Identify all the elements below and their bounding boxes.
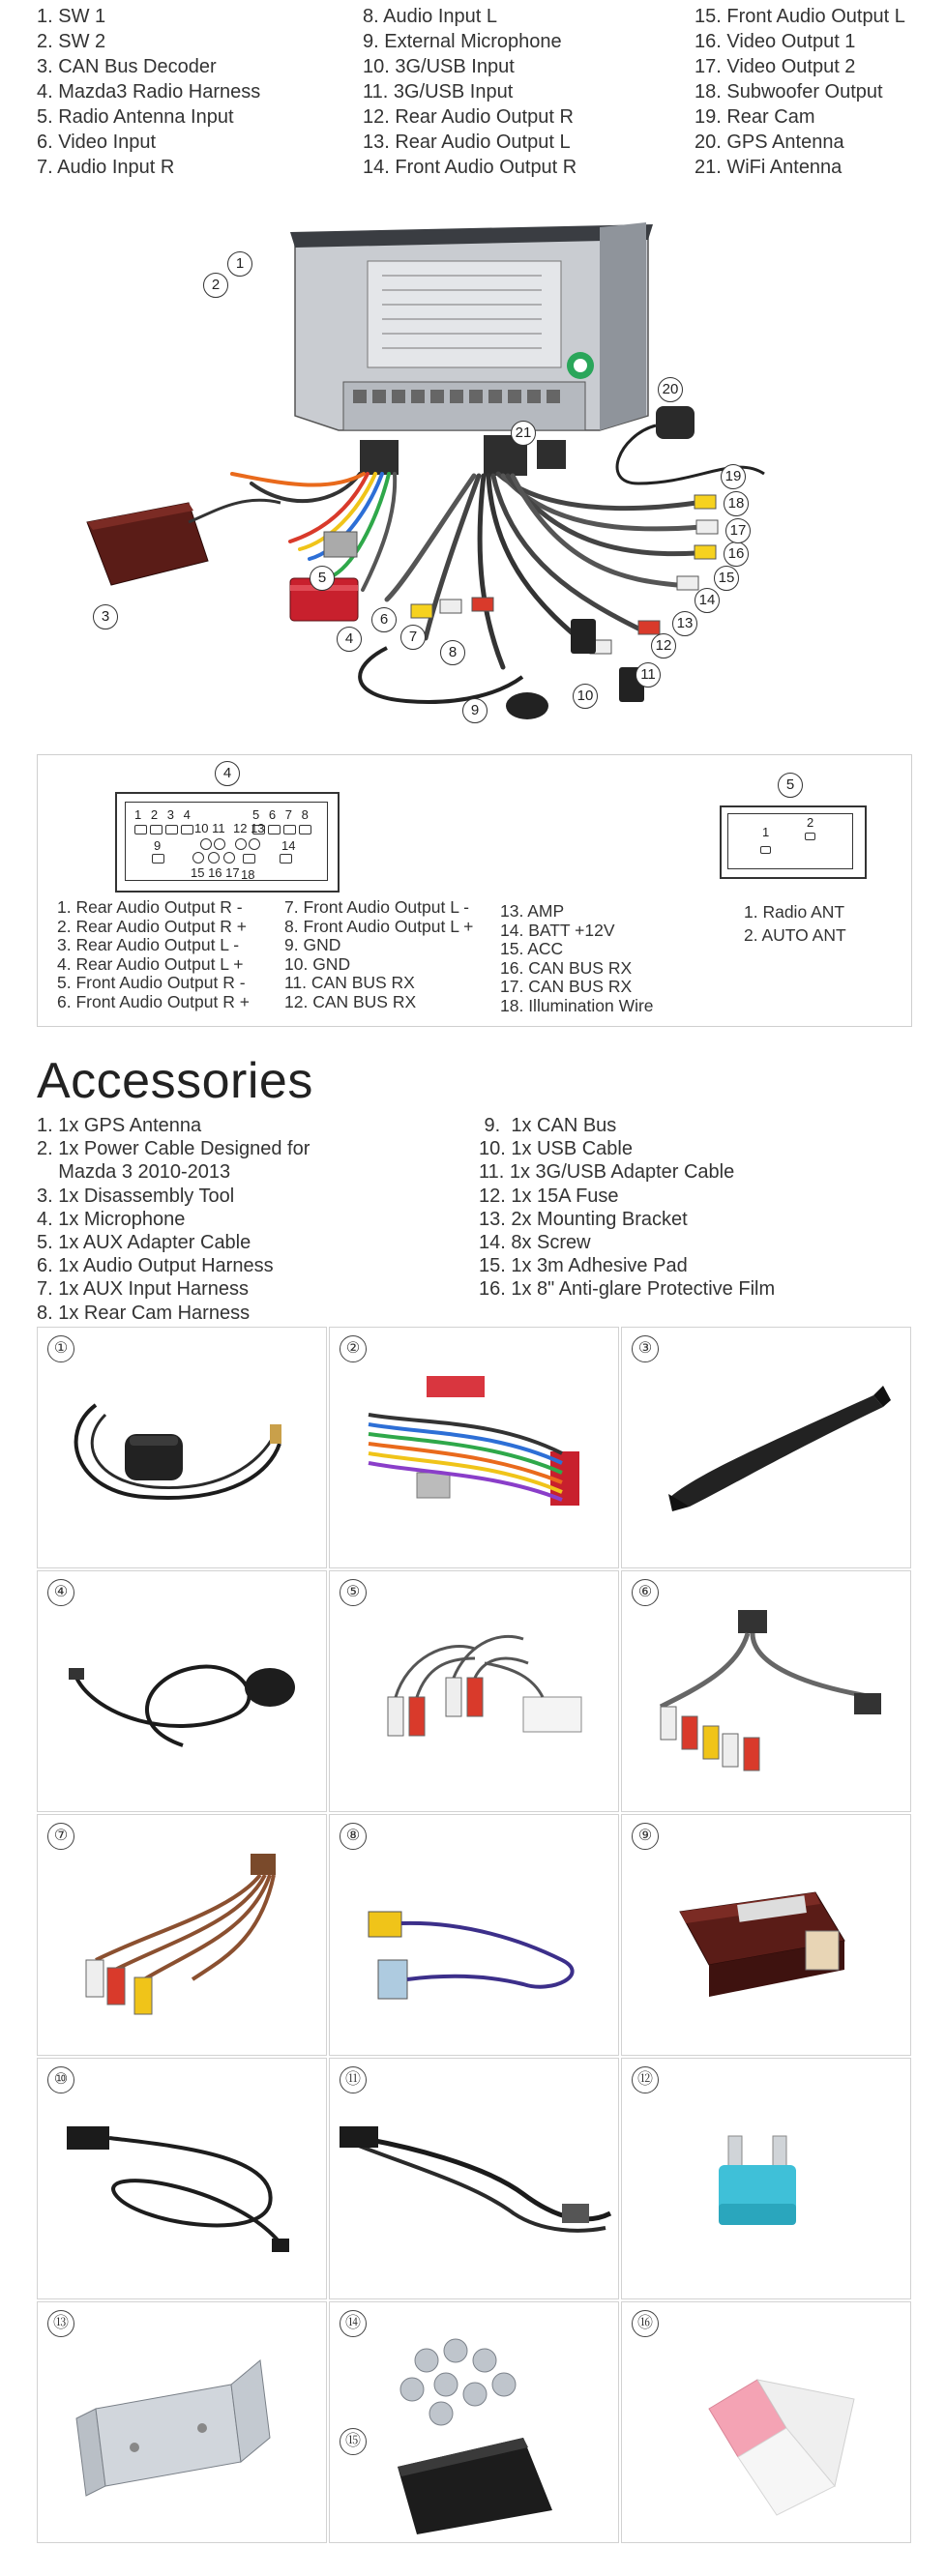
bracket-icon bbox=[38, 2302, 326, 2542]
list-item: 9. GND bbox=[284, 935, 341, 954]
pinout-panel bbox=[37, 754, 912, 1027]
accessory-cell-1 bbox=[37, 1327, 327, 1568]
list-item: 5. Front Audio Output R - bbox=[57, 973, 246, 992]
pin-label: 14 bbox=[281, 838, 296, 853]
callout-13: 13 bbox=[672, 611, 697, 636]
callout-20: 20 bbox=[658, 377, 683, 402]
callout-6: 6 bbox=[371, 607, 397, 632]
callout-21: 21 bbox=[511, 421, 536, 446]
list-item: 13. Rear Audio Output L bbox=[363, 132, 571, 153]
list-item: Mazda 3 2010-2013 bbox=[37, 1161, 231, 1184]
microphone-icon bbox=[38, 1571, 326, 1811]
cell-number: ① bbox=[47, 1335, 74, 1362]
accessory-cell-10 bbox=[37, 2058, 327, 2299]
cell-number-secondary: ⑮ bbox=[340, 2428, 367, 2455]
cell-number: ⑨ bbox=[632, 1823, 659, 1850]
cell-number: ② bbox=[340, 1335, 367, 1362]
list-item: 16. CAN BUS RX bbox=[500, 957, 633, 978]
callout-9: 9 bbox=[462, 698, 488, 723]
aux-input-icon bbox=[38, 1815, 326, 2055]
callout-12: 12 bbox=[651, 633, 676, 659]
pin-label: 1 bbox=[134, 807, 145, 822]
screws-icon bbox=[330, 2302, 618, 2542]
pinout-list-d bbox=[744, 900, 846, 947]
accessory-cell-3 bbox=[621, 1327, 911, 1568]
callout-1: 1 bbox=[227, 251, 252, 277]
list-item: 16. 1x 8" Anti-glare Protective Film bbox=[479, 1278, 776, 1301]
cell-number: ⑬ bbox=[47, 2310, 74, 2337]
accessory-cell-13 bbox=[37, 2301, 327, 2543]
callout-5: 5 bbox=[310, 566, 335, 591]
list-item: 9. 1x CAN Bus bbox=[479, 1115, 617, 1136]
list-item: 14. 8x Screw bbox=[479, 1232, 591, 1254]
accessory-cell-11 bbox=[329, 2058, 619, 2299]
cell-number: ④ bbox=[47, 1579, 74, 1606]
cell-number: ③ bbox=[632, 1335, 659, 1362]
list-item: 7. Audio Input R bbox=[37, 157, 175, 178]
list-item: 11. 1x 3G/USB Adapter Cable bbox=[479, 1161, 735, 1184]
list-item: 7. Front Audio Output L - bbox=[284, 897, 469, 917]
pin-label: 1 bbox=[762, 825, 770, 839]
list-item: 1. Radio ANT bbox=[744, 902, 845, 922]
cell-number: ⑥ bbox=[632, 1579, 659, 1606]
list-item: 21. WiFi Antenna bbox=[695, 157, 843, 178]
callout-15: 15 bbox=[714, 566, 739, 591]
cell-number: ⑫ bbox=[632, 2066, 659, 2093]
pin-label: 2 bbox=[807, 815, 814, 830]
list-item: 8. 1x Rear Cam Harness bbox=[37, 1302, 251, 1324]
canbus-box-icon bbox=[622, 1815, 910, 2055]
connector-4-diagram bbox=[115, 792, 340, 893]
list-item: 2. SW 2 bbox=[37, 31, 106, 52]
list-item: 3. Rear Audio Output L - bbox=[57, 935, 240, 954]
accessory-cell-5 bbox=[329, 1570, 619, 1812]
callout-17: 17 bbox=[725, 518, 751, 543]
callout-10: 10 bbox=[573, 684, 598, 709]
fuse-icon bbox=[622, 2059, 910, 2298]
list-item: 4. Mazda3 Radio Harness bbox=[37, 81, 261, 102]
list-item: 10. 3G/USB Input bbox=[363, 56, 515, 77]
list-item: 4. Rear Audio Output L + bbox=[57, 953, 244, 974]
pin-label: 3 bbox=[166, 807, 177, 822]
list-item: 2. AUTO ANT bbox=[744, 925, 846, 945]
callout-connector-4: 4 bbox=[215, 761, 240, 786]
accessory-cell-2 bbox=[329, 1327, 619, 1568]
list-item: 1. SW 1 bbox=[37, 6, 106, 27]
list-item: 18. Subwoofer Output bbox=[695, 81, 883, 102]
accessory-cell-9 bbox=[621, 1814, 911, 2056]
list-item: 6. 1x Audio Output Harness bbox=[37, 1255, 274, 1277]
list-item: 15. ACC bbox=[500, 939, 564, 958]
callout-3: 3 bbox=[93, 604, 118, 629]
top-list-col2 bbox=[363, 4, 576, 180]
accessory-cell-12 bbox=[621, 2058, 911, 2299]
head-unit-illustration bbox=[0, 193, 946, 740]
list-item: 4. 1x Microphone bbox=[37, 1208, 186, 1230]
list-item: 12. Rear Audio Output R bbox=[363, 106, 574, 128]
accessory-cell-4 bbox=[37, 1570, 327, 1812]
pinout-list-b bbox=[284, 898, 473, 1011]
callout-14: 14 bbox=[695, 588, 720, 613]
list-item: 18. Illumination Wire bbox=[500, 995, 654, 1015]
callout-8: 8 bbox=[440, 640, 465, 665]
callout-connector-5: 5 bbox=[778, 773, 803, 798]
list-item: 13. AMP bbox=[500, 901, 565, 921]
accessories-list-col1 bbox=[37, 1114, 310, 1325]
list-item: 12. 1x 15A Fuse bbox=[479, 1185, 619, 1207]
list-item: 6. Video Input bbox=[37, 132, 157, 153]
list-item: 15. 1x 3m Adhesive Pad bbox=[479, 1255, 688, 1277]
list-item: 9. External Microphone bbox=[363, 31, 562, 52]
list-item: 6. Front Audio Output R + bbox=[57, 991, 250, 1011]
list-item: 5. Radio Antenna Input bbox=[37, 106, 234, 128]
list-item: 12. CAN BUS RX bbox=[284, 991, 417, 1011]
pin-label: 6 bbox=[268, 807, 280, 822]
list-item: 8. Front Audio Output L + bbox=[284, 916, 474, 936]
pin-label: 8 bbox=[301, 807, 311, 822]
pinout-list-c bbox=[500, 902, 654, 1015]
list-item: 10. 1x USB Cable bbox=[479, 1138, 633, 1160]
aux-adapter-icon bbox=[330, 1571, 618, 1811]
list-item: 1. Rear Audio Output R - bbox=[57, 897, 243, 917]
connector-5-diagram bbox=[720, 805, 867, 879]
cell-number: ⑧ bbox=[340, 1823, 367, 1850]
cell-number: ⑭ bbox=[340, 2310, 367, 2337]
list-item: 7. 1x AUX Input Harness bbox=[37, 1278, 250, 1301]
accessory-cell-16 bbox=[621, 2301, 911, 2543]
list-item: 2. Rear Audio Output R + bbox=[57, 916, 248, 936]
audio-harness-icon bbox=[622, 1571, 910, 1811]
list-item: 3. 1x Disassembly Tool bbox=[37, 1185, 235, 1207]
list-item: 19. Rear Cam bbox=[695, 106, 815, 128]
power-harness-icon bbox=[330, 1328, 618, 1567]
list-item: 11. 3G/USB Input bbox=[363, 81, 514, 102]
accessory-cell-6 bbox=[621, 1570, 911, 1812]
callout-7: 7 bbox=[400, 625, 426, 650]
list-item: 15. Front Audio Output L bbox=[695, 6, 905, 27]
list-item: 11. CAN BUS RX bbox=[284, 973, 415, 992]
list-item: 1. 1x GPS Antenna bbox=[37, 1115, 202, 1136]
pin-label: 7 bbox=[284, 807, 295, 822]
list-item: 3. CAN Bus Decoder bbox=[37, 56, 217, 77]
pin-label: 15 16 17 bbox=[191, 865, 240, 880]
list-item: 10. GND bbox=[284, 953, 351, 974]
cell-number: ⑦ bbox=[47, 1823, 74, 1850]
list-item: 16. Video Output 1 bbox=[695, 31, 856, 52]
cell-number: ⑪ bbox=[340, 2066, 367, 2093]
list-item: 13. 2x Mounting Bracket bbox=[479, 1208, 688, 1230]
top-list-col1 bbox=[37, 4, 260, 180]
callout-19: 19 bbox=[721, 464, 746, 489]
pin-label: 10 11 bbox=[194, 821, 225, 835]
pry-tool-icon bbox=[622, 1328, 910, 1567]
accessory-cell-8 bbox=[329, 1814, 619, 2056]
usb-adapter-icon bbox=[330, 2059, 618, 2298]
gps-antenna-icon bbox=[38, 1328, 326, 1567]
accessory-cell-7 bbox=[37, 1814, 327, 2056]
list-item: 17. Video Output 2 bbox=[695, 56, 856, 77]
pin-label: 9 bbox=[154, 838, 162, 853]
list-item: 8. Audio Input L bbox=[363, 6, 498, 27]
product-wiring-diagram bbox=[0, 193, 946, 740]
top-list-col3 bbox=[695, 4, 905, 180]
list-item: 14. Front Audio Output R bbox=[363, 157, 577, 178]
list-item: 17. CAN BUS RX bbox=[500, 977, 633, 996]
rear-cam-harness-icon bbox=[330, 1815, 618, 2055]
pin-label: 12 13 bbox=[233, 821, 265, 835]
callout-11: 11 bbox=[636, 662, 661, 688]
list-item: 2. 1x Power Cable Designed for bbox=[37, 1138, 310, 1160]
usb-cable-icon bbox=[38, 2059, 326, 2298]
pin-label: 18 bbox=[241, 867, 255, 882]
callout-4: 4 bbox=[337, 627, 362, 652]
cell-number: ⑩ bbox=[47, 2066, 74, 2093]
list-item: 5. 1x AUX Adapter Cable bbox=[37, 1232, 251, 1254]
callout-18: 18 bbox=[724, 491, 749, 516]
list-item: 14. BATT +12V bbox=[500, 920, 615, 940]
accessories-title: Accessories bbox=[37, 1053, 313, 1109]
pin-label: 2 bbox=[150, 807, 162, 822]
cell-number: ⑤ bbox=[340, 1579, 367, 1606]
pin-label: 4 bbox=[183, 807, 193, 822]
callout-16: 16 bbox=[724, 542, 749, 567]
pinout-list-a bbox=[57, 898, 250, 1011]
accessory-cell-14 bbox=[329, 2301, 619, 2543]
callout-2: 2 bbox=[203, 273, 228, 298]
accessories-list-col2 bbox=[479, 1114, 775, 1302]
cell-number: ⑯ bbox=[632, 2310, 659, 2337]
list-item: 20. GPS Antenna bbox=[695, 132, 844, 153]
film-icon bbox=[622, 2302, 910, 2542]
pin-label: 5 bbox=[252, 807, 263, 822]
